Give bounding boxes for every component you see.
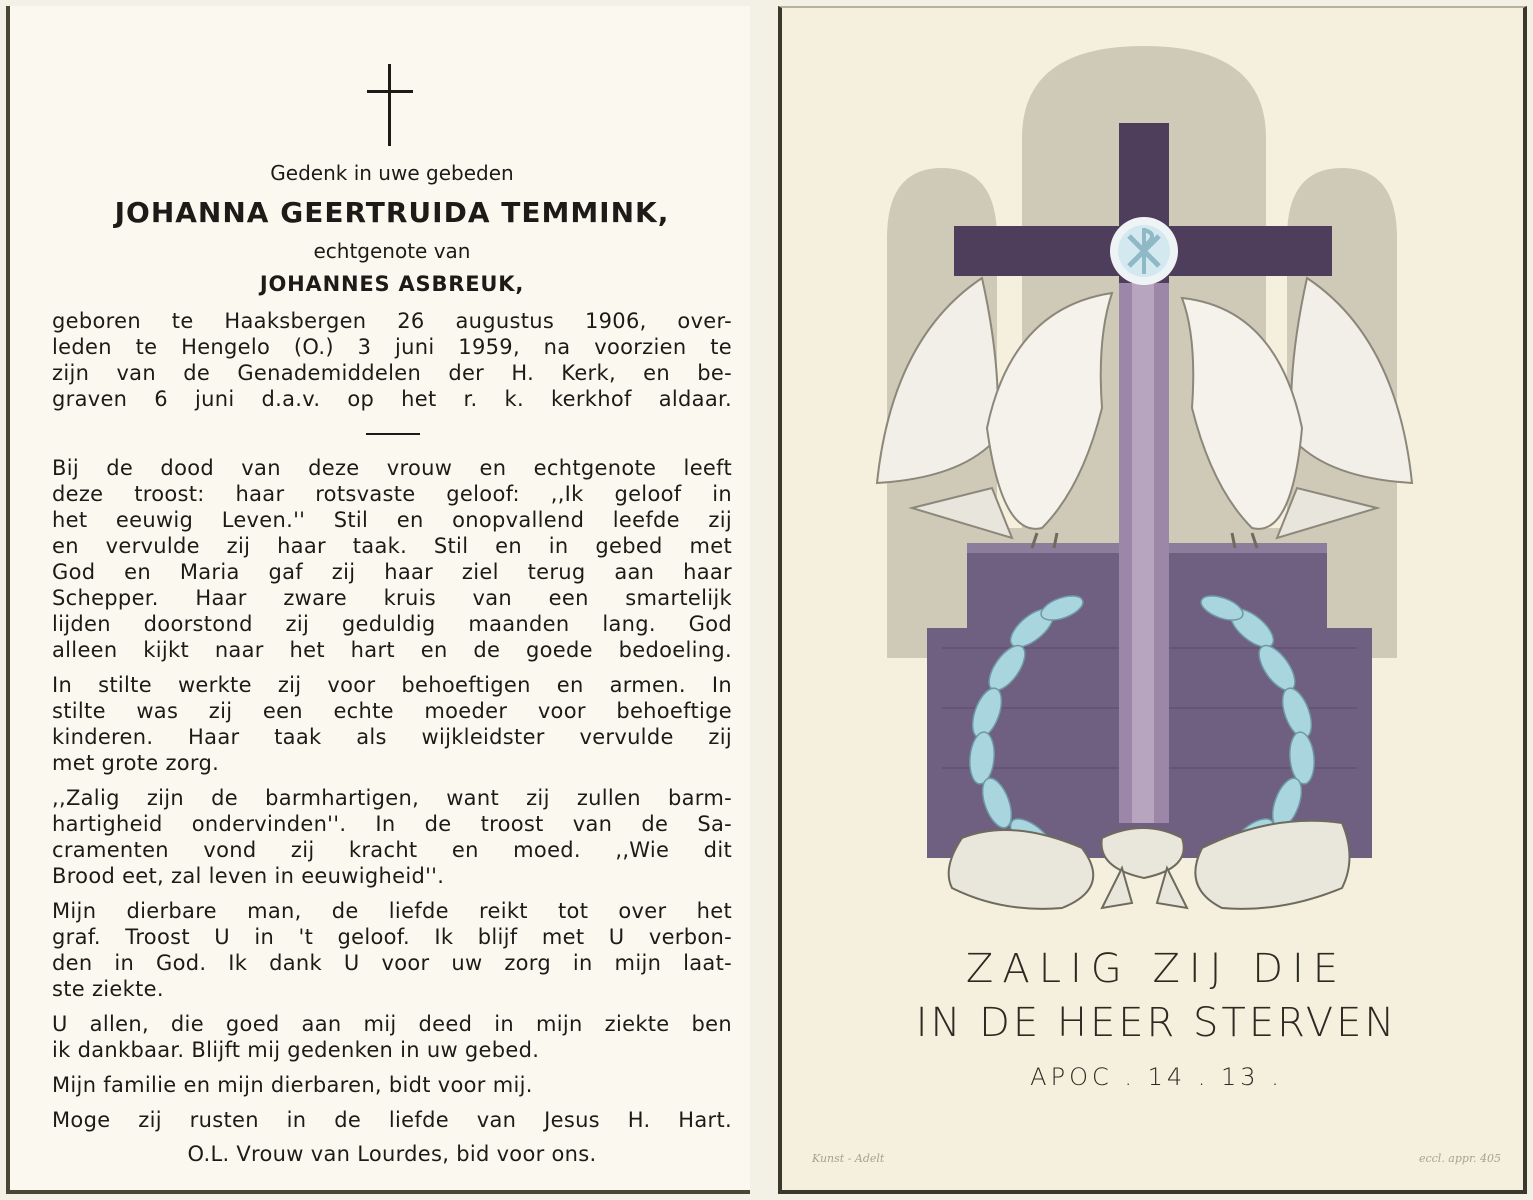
prayer-header: Gedenk in uwe gebeden: [270, 161, 514, 185]
body-line: deze troost: haar rotsvaste geloof: ,,Ik geloof in: [52, 482, 732, 506]
spouse-name: JOHANNES ASBREUK,: [259, 272, 525, 296]
body-line: alleen kijkt naar het hart en de goede bedoeling.: [52, 638, 732, 662]
approval-mark: eccl. appr. 405: [1418, 1152, 1501, 1165]
motto-line-2: IN DE HEER STERVEN: [915, 1000, 1398, 1046]
bio-line: graven 6 juni d.a.v. op het r. k. kerkhof aldaar.: [52, 387, 732, 411]
bio-line: geboren te Haaksbergen 26 augustus 1906, over-: [52, 309, 732, 333]
deceased-name: JOHANNA GEERTRUIDA TEMMINK,: [114, 196, 670, 229]
body-line: graf. Troost U in 't geloof. Ik blijf met U verbon-: [52, 925, 732, 949]
cross-icon: [367, 64, 413, 146]
body-line: stilte was zij een echte moeder voor behoeftige: [52, 699, 732, 723]
body-line: kinderen. Haar taak als wijkleidster vervulde zij: [52, 725, 732, 749]
body-line: Bij de dood van deze vrouw en echtgenote leeft: [52, 456, 732, 480]
closing-prayer: O.L. Vrouw van Lourdes, bid voor ons.: [187, 1142, 597, 1166]
body-line: In stilte werkte zij voor behoeftigen en armen. In: [52, 673, 732, 697]
body-line: Moge zij rusten in de liefde van Jesus H. Hart.: [52, 1108, 732, 1132]
body-line: Schepper. Haar zware kruis van een smartelijk: [52, 586, 732, 610]
body-line: het eeuwig Leven.'' Stil en onopvallend leefde zij: [52, 508, 732, 532]
body-line: Brood eet, zal leven in eeuwigheid''.: [52, 864, 445, 888]
scripture-reference: APOC . 14 . 13 .: [1030, 1063, 1283, 1091]
body-line: Mijn familie en mijn dierbaren, bidt voor mij.: [52, 1073, 533, 1097]
body-line: hartigheid ondervinden''. In de troost van de Sa-: [52, 812, 732, 836]
bio-line: zijn van de Genademiddelen der H. Kerk, en be-: [52, 361, 732, 385]
body-line: Mijn dierbare man, de liefde reikt tot over het: [52, 899, 732, 923]
chi-rho-icon: [1110, 217, 1178, 285]
body-line: lijden doorstond zij geduldig maanden lang. God: [52, 612, 732, 636]
body-line: met grote zorg.: [52, 751, 220, 775]
motto-line-1: ZALIG ZIJ DIE: [965, 946, 1348, 992]
body-line: en vervulde zij haar taak. Stil en in gebed met: [52, 534, 732, 558]
memorial-card-image-side: [778, 6, 1527, 1194]
body-line: den in God. Ik dank U voor uw zorg in mijn laat-: [52, 951, 732, 975]
spouse-intro: echtgenote van: [313, 239, 471, 263]
body-line: U allen, die goed aan mij deed in mijn ziekte ben: [52, 1012, 732, 1036]
body-line: ste ziekte.: [52, 977, 164, 1001]
bio-line: leden te Hengelo (O.) 3 juni 1959, na voorzien te: [52, 335, 732, 359]
memorial-card-text-side: [6, 6, 750, 1194]
publisher-mark: Kunst - Adelt: [812, 1152, 885, 1165]
body-line: ,,Zalig zijn de barmhartigen, want zij zullen barm-: [52, 786, 732, 810]
body-line: cramenten vond zij kracht en moed. ,,Wie dit: [52, 838, 732, 862]
body-line: God en Maria gaf zij haar ziel terug aan haar: [52, 560, 732, 584]
divider: [366, 433, 420, 435]
ribbon-icon: [949, 821, 1350, 909]
body-line: ik dankbaar. Blijft mij gedenken in uw gebed.: [52, 1038, 540, 1062]
